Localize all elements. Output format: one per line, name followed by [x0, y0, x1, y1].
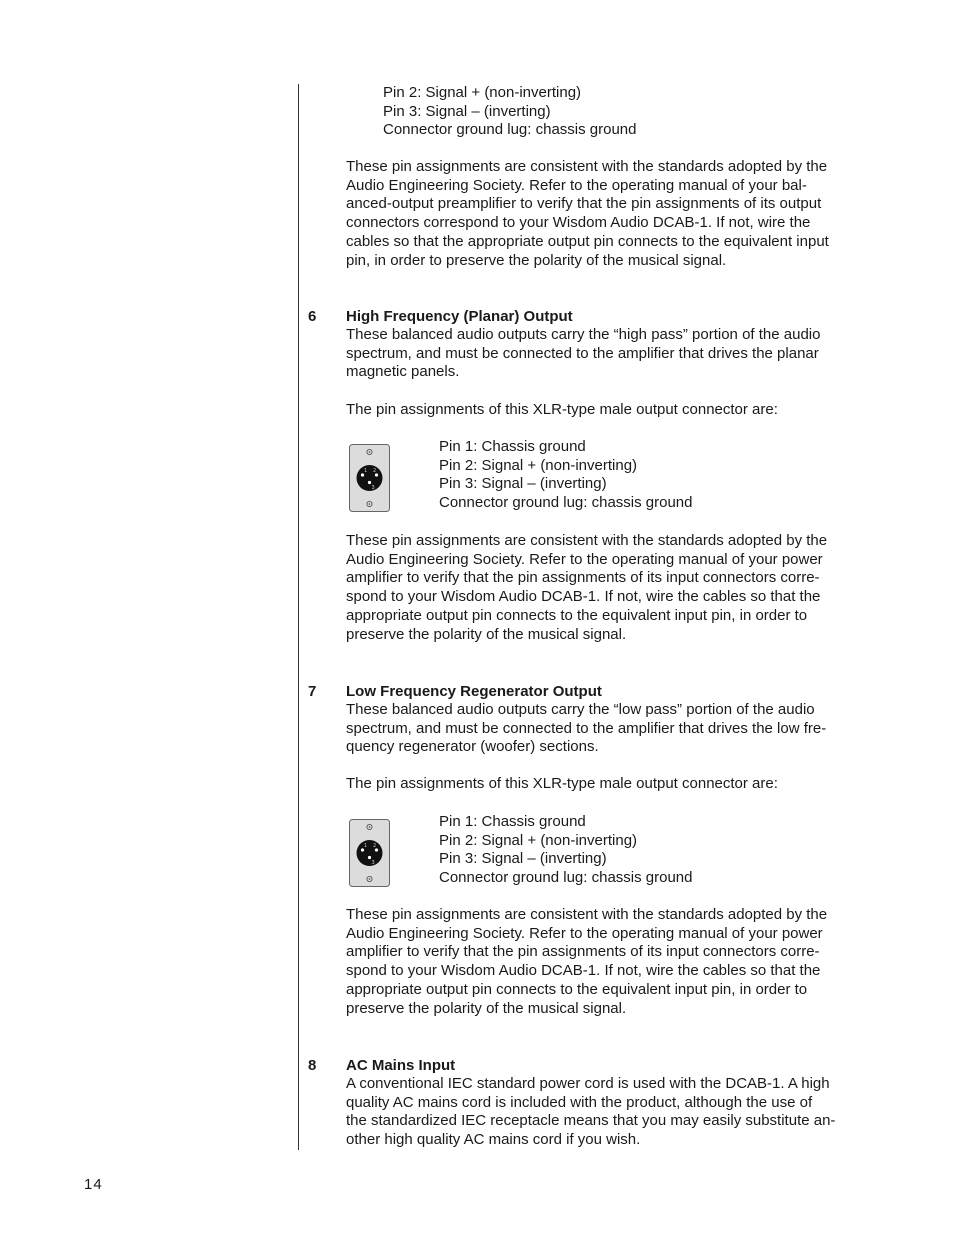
svg-text:1: 1	[364, 468, 368, 474]
svg-text:3: 3	[371, 860, 375, 866]
svg-text:2: 2	[373, 843, 377, 849]
margin-rule	[298, 84, 299, 1150]
section-heading: Low Frequency Regenerator Output	[346, 683, 602, 700]
svg-text:2: 2	[373, 468, 377, 474]
svg-text:1: 1	[364, 843, 368, 849]
section-number: 6	[308, 308, 317, 325]
page-number: 14	[84, 1176, 103, 1193]
intro-paragraph: These pin assignments are consistent with the standards adopted by the Audio Engineering Society. Refer to the operating manual of your bal- anced-output preamplifier to verify that the pin assignments of its output connectors correspond to your Wisdom Audio DCAB-1. If not, wire the cables so that the appropriate output pin connects to the equivalent input pin, in order to preserve the polarity of the musical signal.	[346, 158, 829, 269]
pin-line: Pin 3: Signal – (inverting)	[383, 102, 551, 120]
pin-line: Connector ground lug: chassis ground	[383, 121, 637, 139]
section-description: These balanced audio outputs carry the “high pass” portion of the audio spectrum, and must be connected to the amplifier that drives the planar magnetic panels.	[346, 326, 821, 381]
section-heading: High Frequency (Planar) Output	[346, 308, 573, 325]
xlr-connector-icon	[349, 444, 390, 512]
pin-intro: The pin assignments of this XLR-type male output connector are:	[346, 401, 778, 418]
pin-list: Pin 1: Chassis ground Pin 2: Signal + (non-inverting) Pin 3: Signal – (inverting) Connector ground lug: chassis ground	[439, 813, 693, 887]
section-note: These pin assignments are consistent with the standards adopted by the Audio Engineering Society. Refer to the operating manual of your power amplifier to verify that the pin assignments of its input connectors corre- spond to your Wisdom Audio DCAB-1. If not, wire the cables so that the appropriate output pin connects to the equivalent input pin, in order to preserve the polarity of the musical signal.	[346, 906, 828, 1017]
section-number: 8	[308, 1057, 317, 1074]
section-description: A conventional IEC standard power cord is used with the DCAB-1. A high quality AC mains cord is included with the product, although the use of the standardized IEC receptacle means that you may easily substitute an- other high quality AC mains cord if you wish.	[346, 1075, 836, 1149]
xlr-connector-icon	[349, 819, 390, 887]
section-description: These balanced audio outputs carry the “low pass” portion of the audio spectrum, and must be connected to the amplifier that drives the low fre- quency regenerator (woofer) sections.	[346, 701, 827, 756]
svg-text:3: 3	[371, 485, 375, 491]
pin-line: Pin 2: Signal + (non-inverting)	[383, 84, 582, 101]
top-pin-list	[383, 84, 637, 140]
section-note: These pin assignments are consistent with the standards adopted by the Audio Engineering Society. Refer to the operating manual of your power amplifier to verify that the pin assignments of its input connectors corre- spond to your Wisdom Audio DCAB-1. If not, wire the cables so that the appropriate output pin connects to the equivalent input pin, in order to preserve the polarity of the musical signal.	[346, 532, 828, 643]
pin-intro: The pin assignments of this XLR-type male output connector are:	[346, 775, 778, 792]
section-heading: AC Mains Input	[346, 1057, 456, 1074]
section-number: 7	[308, 683, 317, 700]
pin-list: Pin 1: Chassis ground Pin 2: Signal + (non-inverting) Pin 3: Signal – (inverting) Connector ground lug: chassis ground	[439, 438, 693, 512]
